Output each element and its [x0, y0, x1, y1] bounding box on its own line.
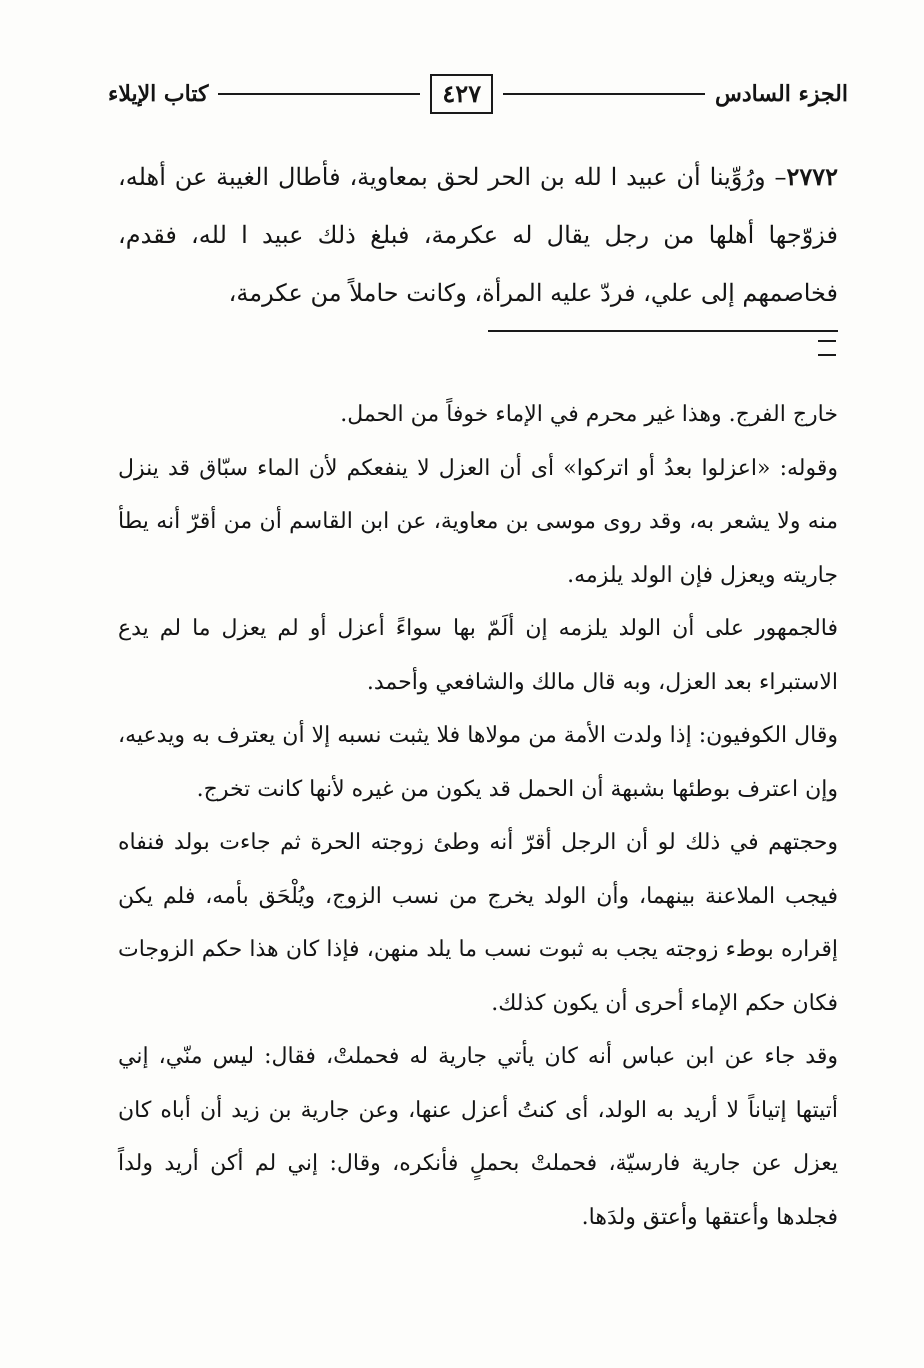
commentary-paragraph: وقوله: «اعزلوا بعدُ أو اتركوا» أى أن العزل لا ينفعكم لأن الماء سبّاق قد ينزل منه ولا يشعر به، وقد روى موسى بن معاوية، عن ابن القاسم أن من أقرّ أنه يطأ جاريته ويعزل فإن الولد يلزمه. [118, 455, 838, 588]
commentary-paragraph: وحجتهم في ذلك لو أن الرجل أقرّ أنه وطئ زوجته الحرة ثم جاءت بولد فنفاه فيجب الملاعنة بينهما، وأن الولد يخرج من نسب الزوج، ويُلْحَق بأمه، فلم يكن إقراره بوطء زوجته يجب به ثبوت نسب ما يلد منهن، فإذا كان هذا حكم الزوجات فكان حكم الإماء أحرى أن يكون كذلك. [118, 830, 838, 1016]
separator-end-mark [818, 340, 836, 356]
hadith-number: ٢٧٧٢ [786, 162, 838, 191]
header-rule-left [218, 93, 420, 95]
page-number: ٤٢٧ [430, 74, 493, 114]
hadith-body: – ورُوِّينا أن عبيد ا لله بن الحر لحق بمعاوية، فأطال الغيبة عن أهله، فزوّجها أهلها من رجل يقال له عكرمة، فبلغ ذلك عبيد ا لله، فقدم، فخاصمهم إلى علي، فردّ عليه المرأة، وكانت حاملاً من عكرمة، [118, 163, 838, 307]
page-header [108, 72, 848, 116]
commentary-paragraph: وقال الكوفيون: إذا ولدت الأمة من مولاها فلا يثبت نسبه إلا أن يعترف به ويدعيه، وإن اعترف بوطئها بشبهة أن الحمل قد يكون من غيره لأنها كانت تخرج. [118, 723, 838, 802]
volume-label: الجزء السادس [715, 81, 848, 107]
commentary-paragraph: فالجمهور على أن الولد يلزمه إن ألَمّ بها سواءً أعزل أو لم يعزل ما لم يدع الاستبراء بعد العزل، وبه قال مالك والشافعي وأحمد. [118, 616, 838, 695]
book-title: كتاب الإيلاء [108, 81, 209, 107]
commentary [118, 388, 838, 1244]
commentary-paragraph: وقد جاء عن ابن عباس أنه كان يأتي جارية له فحملتْ، فقال: ليس منّي، إني أتيتها إتياناً لا أريد به الولد، أى كنتُ أعزل عنها، وعن جارية بن زيد أن أباه كان يعزل عن جارية فارسيّة، فحملتْ بحملٍ فأنكره، وقال: إني لم أكن أريد ولداً فجلدها وأعتقها وأعتق ولدَها. [118, 1044, 838, 1230]
section-separator [488, 330, 838, 332]
hadith-text [118, 148, 838, 322]
header-rule-right [503, 93, 705, 95]
commentary-paragraph: خارج الفرج. وهذا غير محرم في الإماء خوفاً من الحمل. [340, 402, 838, 427]
